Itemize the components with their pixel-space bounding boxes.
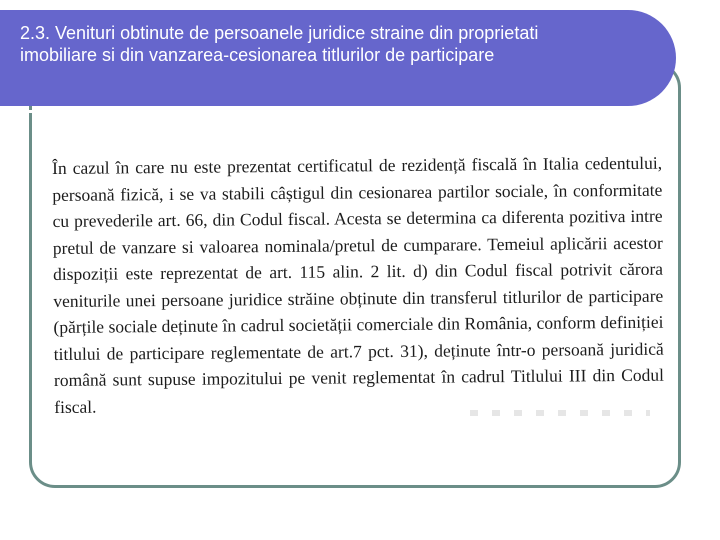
title-underline xyxy=(0,110,636,113)
scan-artifact xyxy=(470,410,650,416)
scanned-legal-text: În cazul în care nu este prezentat certificatul de rezidență fiscală în Italia cedentului, persoană fizică, i se va stabili câștigul din cesionarea partilor sociale, în conformitate cu prevederile art. 66, din Codul fiscal. Acesta se determina ca diferenta pozitiva intre pretul de vanzare si valoarea nominala/pretul de cumparare. Temeiul aplicării acestor dispoziții este reprezentat de art. 115 alin. 2 lit. d) din Codul fiscal potrivit cărora veniturile unei persoane juridice străine obținute din transferul titlurilor de participare (părțile sociale deținute în cadrul societății comerciale din România, conform definiției titlului de participare reglementate de art.7 pct. 31), deținute într-o persoană juridică română sunt supuse impozitului pe venit reglementat în cadrul Titlului III din Codul fiscal. xyxy=(52,152,665,417)
title-banner xyxy=(0,10,676,106)
slide-title: 2.3. Venituri obtinute de persoanele juridice straine din proprietati imobiliare si din vanzarea-cesionarea titlurilor de participare xyxy=(20,23,539,65)
